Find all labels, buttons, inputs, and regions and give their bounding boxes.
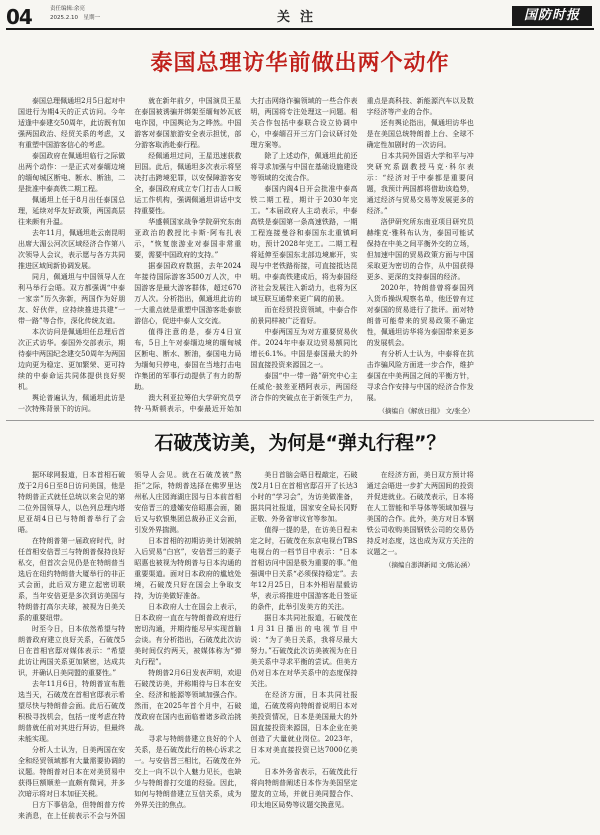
article2-paragraph: 在经济方面，日本共同社报道，石破茂将向特朗普说明日本对美投资情况，日本是美国最大的外国直接投资来源国，日本企业在美创造了大量就业岗位。2023年，日本对美直接投资已达7000亿美元。 <box>250 691 358 765</box>
article1-paragraph: 华盛顿国家战争学院研究东南亚政治的教授比卡斯·阿布扎表示，“恢复旅游业对泰国非常重要，需要中国政府的支持。” <box>134 218 242 259</box>
article2-paragraph: 据日本共同社报道，石破茂在1月31日播出的电视节目中说：“为了美日关系，我将尽最大努力。”石破茂此次访美被视为在日美关系中寻求平衡的尝试。但美方仍对日本在对华关系中的态度保持关注。 <box>250 614 358 688</box>
article1-paragraph: 佩通坦上任于8月出任泰国总理，延续对华友好政策，两国高层往来颇有升温。 <box>18 196 126 226</box>
article2-paragraph: 时至今日，日本依然希望与特朗普政府建立良好关系，石破茂5日在首相官邸对媒体表示：“希望此访让两国关系更加紧密，达成共识，并确认日美同盟的重要性。” <box>18 625 126 677</box>
article2-paragraph: 日方下事倍急，但特朗普方传来消息，在上任前表示不会与外国领导人会见。就在石破茂被“熬拒”之际，特朗普选择在佛罗里达州私人庄园海湖庄园与日本前首相安倍晋三的遗孀安倍昭惠会面，随后又与软银集团总裁孙正义会面，引发外界揣测。 <box>18 471 242 820</box>
article1-paragraph: 去年11月，佩通坦赴云南昆明出席大湄公河次区域经济合作第八次领导人会议，表示愿与各方共同推进区域间新协调发展。 <box>18 229 126 270</box>
article2-paragraph: 值得一提的是，在访美日程未定之时，石破茂在东京电视台TBS电视台的一档节目中表示：“日本首相访问中国是极为重要的事。”他强调中日关系“必须保持稳定”。去年12月25日，日本外相岩屋毅访华，表示将推进中国游客赴日签证的条件，此举引发美方的关注。 <box>250 526 358 611</box>
article1-paragraph: 除了上述动作，佩通坦此前还将寻求加强与中国在基础设施建设等领域的交流合作。 <box>250 152 358 182</box>
section-title: 关注 <box>276 10 323 25</box>
article1-body <box>18 96 590 418</box>
article1-paragraph: 还有舆论指出，佩通坦访华也是在美国总统特朗普上台、全球不确定性加剧时的一次访问。 <box>366 119 474 149</box>
article2-paragraph: 据环球网报道，日本首相石破茂于2月6日至8日访问美国，他是特朗普正式就任总统以来会见的第二位外国领导人，以色列总理内塔尼亚胡4日已与特朗普举行了会晤。 <box>18 471 126 534</box>
article2-headline: 石破茂访美，为何是“弹丸行程”？ <box>154 432 446 454</box>
article1-paragraph: 舆论普遍认为，佩通坦此访是一次特殊背景下的访问。 <box>18 394 126 413</box>
article1-paragraph: 而在经贸投资领域，中泰合作前景同样被广泛看好。 <box>250 306 358 325</box>
article2-paragraph: 特朗普2月6日发表声明，欢迎石破茂访美，并称期待与日本在安全、经济和能源等领域加强合作。然而，在2025年首个月中，石破茂政府在国内也面临着诸多政治挑战。 <box>134 669 242 732</box>
article1-paragraph: 经佩通坦过问，王星迅速获救回国。此后，佩通坦多次表示将坚决打击跨境犯罪，以安保障游客安全，泰国政府成立专门打击人口贩运工作机构，强调佩通坦讲话中支持重要性。 <box>134 152 242 215</box>
article1-paragraph: 泰国“中一带一路”研究中心主任威伦·披差亚栖阿表示，两国经济合作的突破点在于新领生产力，重点是高科技、新能源汽车以及数字经济等产业的合作。 <box>250 97 474 402</box>
article1-paragraph: 日本共同外国语大学和平与冲突研究系副教授马克·科尔表示：“经济对于中泰都是重要问题，我预计两国都将借助该趋势，通过经济与贸易交易等发展更多的经济。” <box>366 152 474 215</box>
article2-paragraph: 在经济方面，美日双方预计将通过会晤进一步扩大两国间的投资并促进就业。石破茂表示，日本将在人工智能和半导体等领域加强与美国的合作。此外，美方对日本钢铁公司收购美国钢铁公司的交易仍持反对态度，这也成为双方关注的议题之一。 <box>366 471 474 556</box>
article1-headline: 泰国总理访华前做出两个动作 <box>150 51 450 76</box>
article1-paragraph: 同月，佩通坦与中国领导人在利马举行会晤。双方都强调“中泰一家亲”历久弥新，两国作为好朋友、好伙伴，应持续推进共建“一带一路”等合作，深化传统友谊。 <box>18 273 126 325</box>
article1-paragraph: 就在新年前夕，中国演员王星在泰国被诱骗并绑架至缅甸妙瓦底电诈园，中国舆论为之哗然。中国游客对泰国旅游安全表示担忧，部分游客取消赴泰行程。 <box>134 97 242 149</box>
article2-paragraph: 去年11月6日，特朗普宣布胜选当天，石破茂在首相官邸表示希望尽快与特朗普会面。此后石破茂积极寻找机会，包括一度考虑在特朗普就任前对其进行拜访，但最终未能实现。 <box>18 680 126 743</box>
article2-paragraph: 在特朗普第一届政府时代，时任首相安倍晋三与特朗普保持良好私交，但首次会见仍是在特朗普当选后在纽约特朗普大厦举行的非正式会面，此后双方建立起密切联系，当年安倍更是多次到访美国与特朗普打高尔夫球，被视为日美关系的重要纽带。 <box>18 537 126 622</box>
newspaper-logo: 国防时报 <box>512 6 592 26</box>
article1-paragraph: 泰国总理佩通坦2月5日起对中国进行为期4天的正式访问。今年适逢中泰建交50周年，此访既有加强两国政治、经贸关系的考虑，又有重塑中国游客信心的考虑。 <box>18 97 126 149</box>
article1-paragraph: 洛伊研究所东南亚项目研究员赫维克·雅科布认为，泰国可能试保持在中美之间平衡外交的立场，但加速中国的贸易政策方面与中国采取更为密切的合作，从中国获得更多、更深的支持泰国的经济。 <box>366 218 474 281</box>
page-number: 04 <box>6 5 32 29</box>
article1-paragraph: 本次访问是佩通坦任总理后首次正式访华。泰国外交部表示，期待泰中两国纪念建交50周年为两国边向更为稳定、更加繁荣、更可持续的中泰命运共同体提供良好契机。 <box>18 328 126 391</box>
article1-paragraph: 有分析人士认为，中泰将在抗击诈骗风险方面进一步合作，维护泰国在中美两国之间的平衡方针，寻求合作安排与中国的经济合作发展。 <box>366 350 474 402</box>
article2-paragraph: 日本政府人士在国会上表示，日本政府一直在与特朗普政府进行密切沟通，并期待能尽早实现首脑会谈。有分析指出，石破茂此次访美时间仅约两天，被媒体称为“弹丸行程”。 <box>134 603 242 666</box>
article1-paragraph: 值得注意的是，泰方4日宣布，5日上午对泰缅边境的缅甸城区断电、断水、断油，泰国电力局为缅甸只停电，泰国在当地打击电诈集团的军事行动提供了有力的帮助。 <box>134 328 242 391</box>
article2-paragraph: 日本首相的初期访美计划被纳入后贸易“白宫”，安倍晋三的妻子昭惠也被视为特朗普与日本沟通的重要渠道。面对日本政府的尴尬处境，石破茂只好在国会上争取支持，为访美做好准备。 <box>134 537 242 600</box>
article1-paragraph: 泰国内阁4日开会批准中泰高铁二期工程，期计于2030年完工。“本届政府人主动表示，中泰高铁是泰国第一条高速铁路，一期工程连接曼谷和泰国东北重镇呵叻，预计2028年完工。二期工程将延伸至泰国东北部边境廊开，实现与中老铁路衔接，可直接抵达昆明。中泰高铁建成后，将为泰国经济社会发展注入新动力，也将为区域互联互通带来更广阔的前景。 <box>250 185 358 303</box>
article-divider <box>6 420 594 421</box>
article2-paragraph: 寻求与特朗普建立良好的个人关系，是石破茂此行的核心诉求之一。与安倍晋三相比，石破茂在外交上一向不以个人魅力见长，也缺少与特朗普打交道的经验。因此，如何与特朗普建立互信关系，成为外界关注的焦点。 <box>134 735 242 809</box>
header-divider <box>6 28 594 30</box>
page-header <box>0 0 600 34</box>
article1-paragraph: 中泰两国互为对方重要贸易伙伴。2024年中泰双边贸易额同比增长6.1%。中国是泰国最大的外国直接投资来源国之一。 <box>250 328 358 369</box>
article1-credit: （摘编自《解放日报》 文/张全） <box>378 407 474 415</box>
article1-paragraph: 2020年，特朗普曾将泰国列入货币操纵观察名单，他还曾有过对泰国的贸易进行了批评。面对特朗普可能带来的贸易政策不确定性，佩通坦访华将为泰国带来更多的发展机会。 <box>366 284 474 347</box>
editor-line: 责任编辑:余亮 <box>50 6 85 12</box>
article2-body <box>18 470 590 828</box>
article2-paragraph: 日本外务省表示，石破茂此行将向特朗普阐述日本作为美国坚定盟友的立场，并就日美同盟合作、印太地区局势等议题交换意见。 <box>250 768 358 809</box>
article1-paragraph: 泰国政府在佩通坦临行之际做出两个动作：一是正式对泰缅边境的缅甸城区断电、断水、断油，二是批准中泰高铁二期工程。 <box>18 152 126 193</box>
article2-credit: （摘编自澎湃新闻 文/陈沁涵） <box>384 561 474 569</box>
article1-paragraph: 据泰国政府数据，去年2024年接待国际游客3500万人次，中国游客是最大游客群体，超过670万人次。分析指出，佩通坦此访的一大重点就是重塑中国游客赴泰旅游信心，促进中泰人文交流。 <box>134 262 242 325</box>
article2-paragraph: 分析人士认为，日美两国在安全和经贸领域都有大量需要协调的议题。特朗普对日本在对美贸易中获得巨额顺差一直颇有微词，并多次暗示将对日本加征关税。 <box>18 746 126 798</box>
article1-paragraph: 澳大利亚拉筹伯大学研究员亨特·马斯顿表示，中泰最近开始加大打击网络诈骗领域的一些合作表明，两国将专注处理这一问题。相关合作包括中泰联合设立协调中心，中泰缅召开三方门会议研讨处理方案等。 <box>134 97 358 413</box>
date-line: 2025.2.10 星期一 <box>50 15 100 21</box>
article2-paragraph: 美日首脑会晤日程敲定，石破茂2月1日在首相官邸召开了长达3小时的“学习会”，为访美做准备，据共同社报道，国家安全局长冈野正敬、外务省审议官等参加。 <box>250 471 358 523</box>
